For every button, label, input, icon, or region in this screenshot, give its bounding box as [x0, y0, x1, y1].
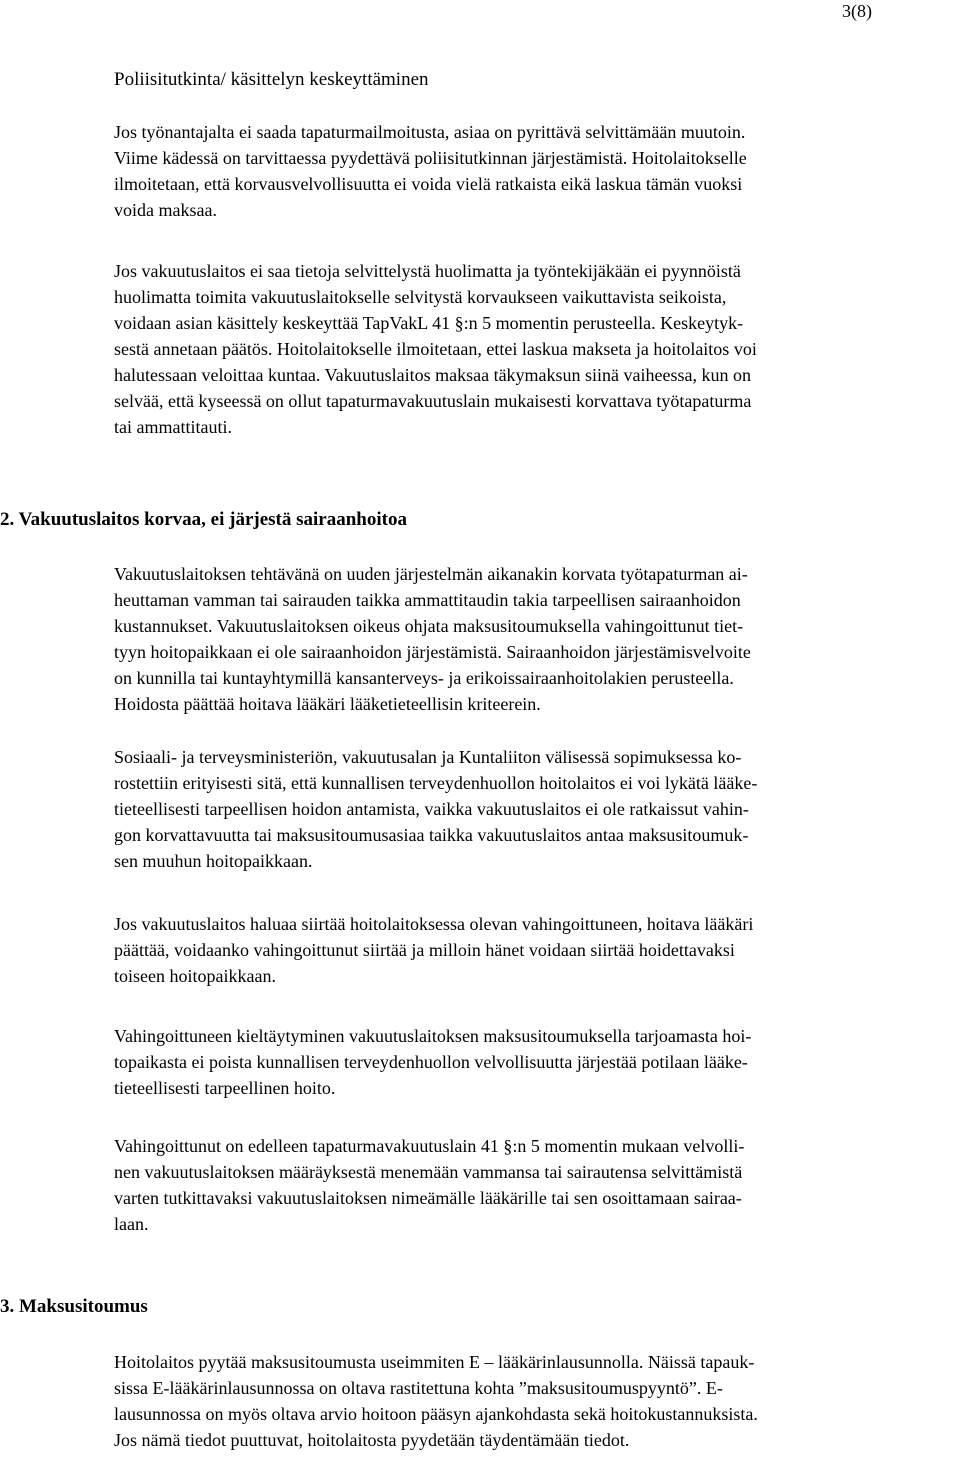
- text-line: laan.: [114, 1214, 149, 1234]
- text-line: Jos nämä tiedot puuttuvat, hoitolaitosta pyydetään täydentämään tiedot.: [114, 1430, 630, 1450]
- text-line: kustannukset. Vakuutuslaitoksen oikeus ohjata maksusitoumuksella vahingoittunut tiet-: [114, 616, 744, 636]
- text-line: topaikasta ei poista kunnallisen terveydenhuollon velvollisuutta järjestää potilaan lääke-: [114, 1052, 748, 1072]
- section-heading-3: 3. Maksusitoumus: [0, 1296, 148, 1317]
- text-line: Jos vakuutuslaitos haluaa siirtää hoitolaitoksessa olevan vahingoittuneen, hoitava lääkäri: [114, 914, 754, 934]
- paragraph: [114, 119, 954, 223]
- text-line: rostettiin erityisesti sitä, että kunnallisen terveydenhuollon hoitolaitos ei voi lykätä lääke-: [114, 773, 758, 793]
- text-line: päättää, voidaanko vahingoittunut siirtää ja milloin hänet voidaan siirtää hoidettavaksi: [114, 940, 735, 960]
- text-line: voidaan asian käsittely keskeyttää TapVakL 41 §:n 5 momentin perusteella. Keskeytyk-: [114, 313, 744, 333]
- paragraph: [114, 1023, 954, 1101]
- text-line: tai ammattitauti.: [114, 417, 232, 437]
- text-line: toiseen hoitopaikkaan.: [114, 966, 276, 986]
- paragraph: [114, 258, 954, 440]
- paragraph: [114, 911, 954, 989]
- section-title-police: Poliisitutkinta/ käsittelyn keskeyttäminen: [114, 69, 429, 90]
- text-line: Vahingoittunut on edelleen tapaturmavakuutuslain 41 §:n 5 momentin mukaan velvolli-: [114, 1136, 745, 1156]
- text-line: Vakuutuslaitoksen tehtävänä on uuden järjestelmän aikanakin korvata työtapaturman ai-: [114, 564, 748, 584]
- text-line: Jos työnantajalta ei saada tapaturmailmoitusta, asiaa on pyrittävä selvittämään muutoin.: [114, 122, 746, 142]
- text-line: on kunnilla tai kuntayhtymillä kansanterveys- ja erikoissairaanhoitolakien perusteella.: [114, 668, 734, 688]
- text-line: gon korvattavuutta tai maksusitoumusasiaa taikka vakuutuslaitos antaa maksusitoumuk-: [114, 825, 749, 845]
- paragraph: [114, 1349, 954, 1453]
- paragraph: [114, 744, 954, 874]
- text-line: heuttaman vamman tai sairauden taikka ammattitaudin takia tarpeellisen sairaanhoidon: [114, 590, 741, 610]
- page-number: 3(8): [842, 1, 872, 21]
- text-line: Hoidosta päättää hoitava lääkäri lääketieteellisin kriteerein.: [114, 694, 541, 714]
- text-line: Hoitolaitos pyytää maksusitoumusta useimmiten E – lääkärinlausunnolla. Näissä tapauk-: [114, 1352, 755, 1372]
- text-line: selvää, että kyseessä on ollut tapaturmavakuutuslain mukaisesti korvattava työtapaturma: [114, 391, 752, 411]
- text-line: halutessaan veloittaa kuntaa. Vakuutuslaitos maksaa täkymaksun siinä vaiheessa, kun on: [114, 365, 752, 385]
- text-line: tyyn hoitopaikkaan ei ole sairaanhoidon järjestämistä. Sairaanhoidon järjestämisvelvoite: [114, 642, 751, 662]
- text-line: nen vakuutuslaitoksen määräyksestä menemään vammansa tai sairautensa selvittämistä: [114, 1162, 743, 1182]
- text-line: Jos vakuutuslaitos ei saa tietoja selvittelystä huolimatta ja työntekijäkään ei pyynnöistä: [114, 261, 741, 281]
- text-line: sissa E-lääkärinlausunnossa on oltava rastitettuna kohta ”maksusitoumuspyyntö”. E-: [114, 1378, 723, 1398]
- text-line: ilmoitetaan, että korvausvelvollisuutta ei voida vielä ratkaista eikä laskua tämän vuoksi: [114, 174, 743, 194]
- text-line: lausunnossa on myös oltava arvio hoitoon pääsyn ajankohdasta sekä hoitokustannuksista.: [114, 1404, 758, 1424]
- text-line: sestä annetaan päätös. Hoitolaitokselle ilmoitetaan, ettei laskua makseta ja hoitolaitos voi: [114, 339, 757, 359]
- text-line: Vahingoittuneen kieltäytyminen vakuutuslaitoksen maksusitoumuksella tarjoamasta hoi-: [114, 1026, 752, 1046]
- section-heading-2: 2. Vakuutuslaitos korvaa, ei järjestä sairaanhoitoa: [0, 509, 407, 530]
- text-line: varten tutkittavaksi vakuutuslaitoksen nimeämälle lääkärille tai sen osoittamaan sairaa-: [114, 1188, 742, 1208]
- text-line: voida maksaa.: [114, 200, 217, 220]
- text-line: huolimatta toimita vakuutuslaitokselle selvitystä korvaukseen vaikuttavista seikoista,: [114, 287, 727, 307]
- text-line: tieteellisesti tarpeellinen hoito.: [114, 1078, 336, 1098]
- text-line: sen muuhun hoitopaikkaan.: [114, 851, 313, 871]
- text-line: Sosiaali- ja terveysministeriön, vakuutusalan ja Kuntaliiton välisessä sopimuksessa ko-: [114, 747, 742, 767]
- paragraph: [114, 1133, 954, 1237]
- paragraph: [114, 561, 954, 717]
- text-line: tieteellisesti tarpeellisen hoidon antamista, vaikka vakuutuslaitos ei ole ratkaissut vahin-: [114, 799, 749, 819]
- text-line: Viime kädessä on tarvittaessa pyydettävä poliisitutkinnan järjestämistä. Hoitolaitokselle: [114, 148, 747, 168]
